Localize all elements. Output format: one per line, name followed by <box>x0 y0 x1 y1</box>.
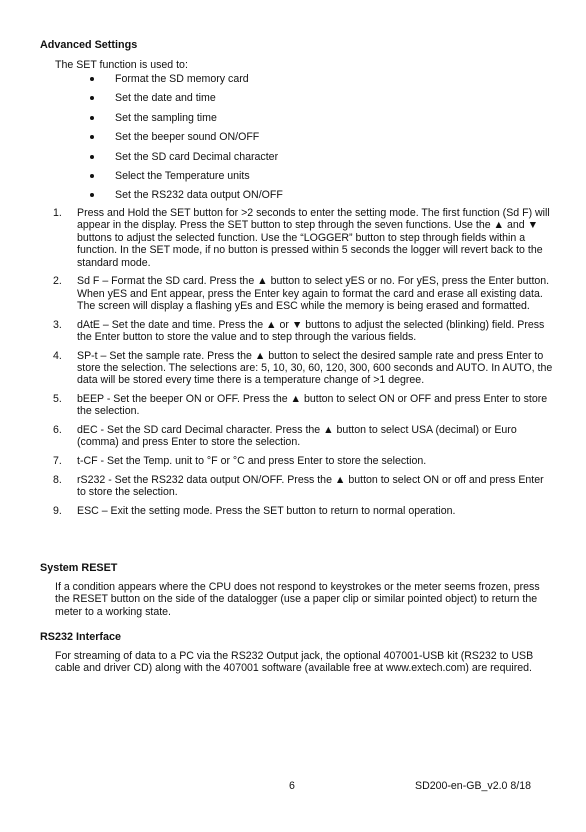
step-item <box>53 319 553 344</box>
step-item <box>53 393 553 418</box>
list-item: Set the RS232 data output ON/OFF <box>90 189 283 208</box>
step-number: 8. <box>53 473 62 486</box>
step-number: 2. <box>53 275 62 288</box>
step-number: 6. <box>53 424 62 437</box>
step-item <box>53 505 553 517</box>
document-id: SD200-en-GB_v2.0 8/18 <box>415 780 532 792</box>
step-text: dAtE – Set the date and time. Press the ▲ or ▼ buttons to adjust the selected (blinking) field. Press the Enter button to store the value and to step through the various fields. <box>77 318 545 344</box>
step-number: 5. <box>53 393 62 406</box>
list-item: Format the SD memory card <box>90 73 283 92</box>
list-item: Set the date and time <box>90 92 283 111</box>
step-text: dEC - Set the SD card Decimal character. Press the ▲ button to select USA (decimal) or Euro (comma) and press Enter to store the selection. <box>77 424 517 449</box>
step-number: 1. <box>53 207 62 219</box>
rs232-interface-text: For streaming of data to a PC via the RS232 Output jack, the optional 407001-USB kit (RS232 to USB cable and driver CD) along with the 407001 software (available free at www.extech.com) are required. <box>55 650 534 675</box>
step-text: bEEP - Set the beeper ON or OFF. Press the ▲ button to select ON or OFF and press Enter to store the selection. <box>77 393 548 418</box>
step-number: 7. <box>53 455 62 468</box>
list-item: Set the sampling time <box>90 112 283 131</box>
page-number: 6 <box>289 780 295 792</box>
advanced-settings-intro: The SET function is used to: <box>55 59 188 71</box>
step-item <box>53 275 553 312</box>
step-text: rS232 - Set the RS232 data output ON/OFF. Press the ▲ button to select ON or off and press Enter to store the selection. <box>77 473 544 499</box>
step-text: Press and Hold the SET button for >2 seconds to enter the setting mode. The first function (Sd F) will appear in the display. Press the SET button to step through the seven functions. Use the ▲ and ▼ buttons to adjust the selected function. Use the “LOGGER” button to step through fields within a function. In the SET mode, if no button is pressed within 5 seconds the logger will revert back to the standard mode. <box>77 207 550 269</box>
step-text: SP-t – Set the sample rate. Press the ▲ button to select the desired sample rate and press Enter to store the selection. The selections are: 5, 10, 30, 60, 120, 300, 600 seconds and AUTO. In AUTO, the data will be stored every time there is a temperature change of >1 degree. <box>77 349 553 387</box>
step-number: 4. <box>53 349 62 362</box>
setting-steps-list <box>53 207 553 523</box>
list-item: Select the Temperature units <box>90 170 283 189</box>
step-number: 9. <box>53 504 62 517</box>
system-reset-heading: System RESET <box>40 562 118 574</box>
step-text: Sd F – Format the SD card. Press the ▲ button to select yES or no. For yES, press the Enter button. When yES and Ent appear, press the Enter key again to format the card and erase all existing data. The screen will display a flashing yEs and ESC while the memory is being erased and formatted. <box>77 275 550 313</box>
step-item <box>53 350 553 387</box>
advanced-settings-heading: Advanced Settings <box>40 39 138 51</box>
set-function-list <box>90 73 283 209</box>
step-text: ESC – Exit the setting mode. Press the SET button to return to normal operation. <box>77 504 456 517</box>
step-number: 3. <box>53 318 62 331</box>
step-item <box>53 207 553 269</box>
list-item: Set the beeper sound ON/OFF <box>90 131 283 150</box>
step-item <box>53 424 553 449</box>
step-item <box>53 474 553 499</box>
step-item <box>53 455 553 467</box>
step-text: t-CF - Set the Temp. unit to °F or °C and press Enter to store the selection. <box>77 455 427 468</box>
rs232-interface-heading: RS232 Interface <box>40 631 122 643</box>
system-reset-text: If a condition appears where the CPU does not respond to keystrokes or the meter seems frozen, press the RESET button on the side of the datalogger (use a paper clip or similar pointed object) to return the meter to a working state. <box>55 581 540 618</box>
list-item: Set the SD card Decimal character <box>90 151 283 170</box>
